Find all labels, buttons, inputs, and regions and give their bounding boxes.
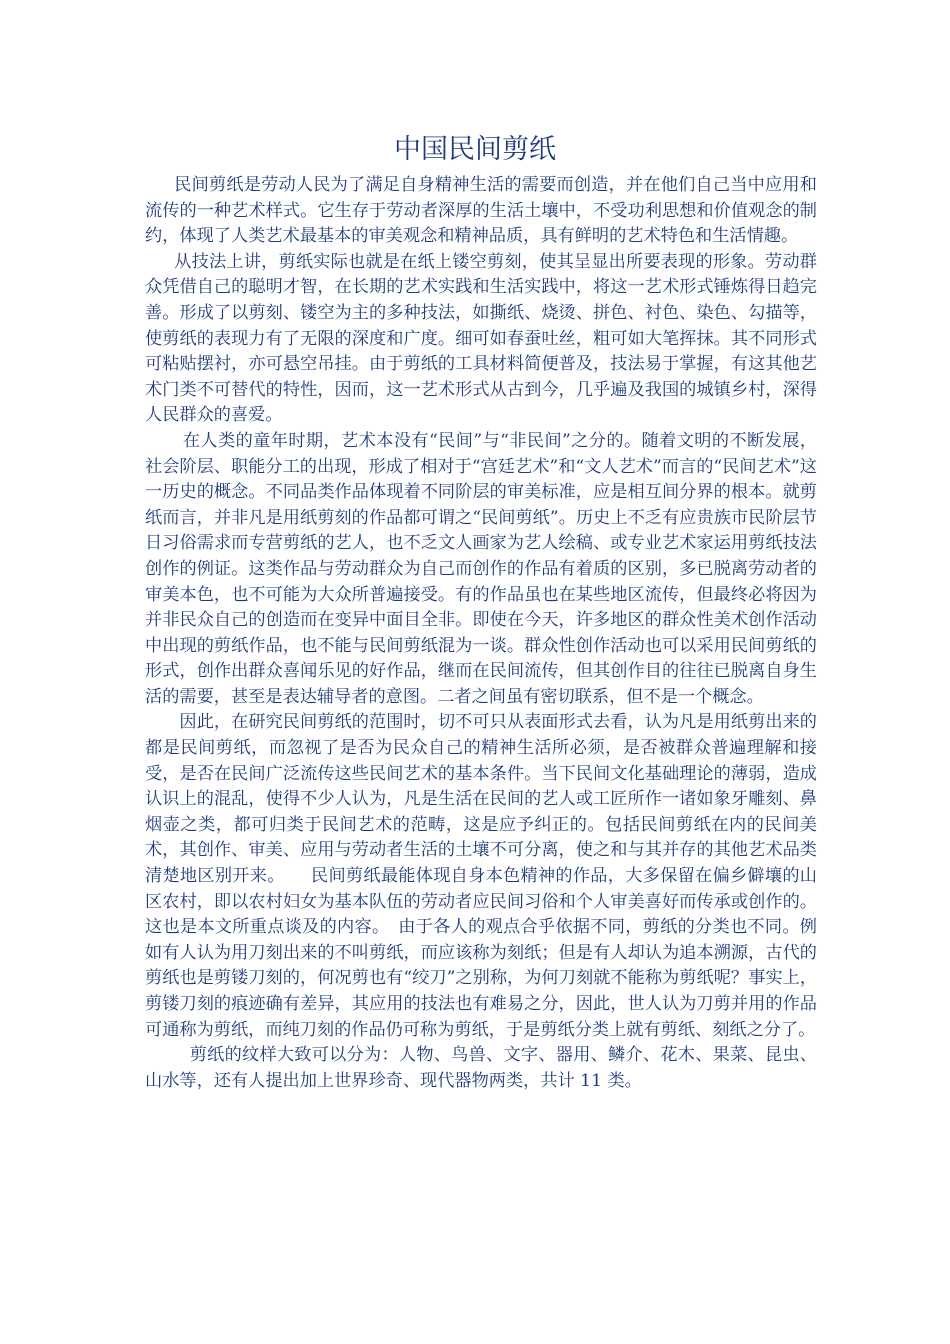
paragraph-3: 在人类的童年时期，艺术本没有“民间”与“非民间”之分的。随着文明的不断发展，社会阶层、职能分工的出现，形成了相对于“宫廷艺术”和“文人艺术”而言的“民间艺术”这一历史的概念。不同品类作品体现着不同阶层的审美标准，应是相互间分界的根本。就剪纸而言，并非凡是用纸剪刻的作品都可谓之“民间剪纸”。历史上不乏有应贵族市民阶层节日习俗需求而专营剪纸的艺人，也不乏文人画家为艺人绘稿、或专业艺术家运用剪纸技法创作的例证。这类作品与劳动群众为自己而创作的作品有着质的区别，多已脱离劳动者的审美本色，也不可能为大众所普遍接受。有的作品虽也在某些地区流传，但最终必将因为并非民众自己的创造而在变异中面目全非。即使在今天，许多地区的群众性美术创作活动中出现的剪纸作品，也不能与民间剪纸混为一谈。群众性创作活动也可以采用民间剪纸的形式，创作出群众喜闻乐见的好作品，继而在民间流传，但其创作目的往往已脱离自身生活的需要，甚至是表达辅导者的意图。二者之间虽有密切联系，但不是一个概念。: [145, 430, 817, 707]
document-title: 中国民间剪纸: [394, 134, 556, 165]
paragraph-4: 因此，在研究民间剪纸的范围时，切不可只从表面形式去看，认为凡是用纸剪出来的都是民间剪纸，而忽视了是否为民众自己的精神生活所必须，是否被群众普遍理解和接受，是否在民间广泛流传这些民间艺术的基本条件。当下民间文化基础理论的薄弱，造成认识上的混乱，使得不少人认为，凡是生活在民间的艺人或工匠所作一诸如象牙雕刻、鼻烟壶之类，都可归类于民间艺术的范畴，这是应予纠正的。包括民间剪纸在内的民间美术，其创作、审美、应用与劳动者生活的土壤不可分离，使之和与其并存的其他艺术品类清楚地区别开来。 民间剪纸最能体现自身本色精神的作品，大多保留在偏乡僻壤的山区农村，即以农村妇女为基本队伍的劳动者应民间习俗和个人审美喜好而传承或创作的。这也是本文所重点谈及的内容。 由于各人的观点合乎依据不同，剪纸的分类也不同。例如有人认为用刀刻出来的不叫剪纸，而应该称为刻纸；但是有人却认为追本溯源，古代的剪纸也是剪镂刀刻的，何况剪也有“绞刀”之别称，为何刀刻就不能称为剪纸呢？事实上，剪镂刀刻的痕迹确有差异，其应用的技法也有难易之分，因此，世人认为刀剪并用的作品可通称为剪纸，而纯刀刻的作品仍可称为剪纸，于是剪纸分类上就有剪纸、刻纸之分了。: [145, 712, 817, 1040]
paragraph-2: 从技法上讲，剪纸实际也就是在纸上镂空剪刻，使其呈显出所要表现的形象。劳动群众凭借自己的聪明才智，在长期的艺术实践和生活实践中，将这一艺术形式锤炼得日趋完善。形成了以剪刻、镂空为主的多种技法，如撕纸、烧烫、拼色、衬色、染色、勾描等，使剪纸的表现力有了无限的深度和广度。细可如春蚕吐丝，粗可如大笔挥抹。其不同形式可粘贴摆衬，亦可悬空吊挂。由于剪纸的工具材料简便普及，技法易于掌握，有这其他艺术门类不可替代的特性，因而，这一艺术形式从古到今，几乎遍及我国的城镇乡村，深得人民群众的喜爱。: [145, 251, 817, 426]
document-body: [145, 173, 817, 1094]
paragraph-5: 剪纸的纹样大致可以分为：人物、鸟兽、文字、器用、鳞介、花木、果菜、昆虫、山水等，还有人提出加上世界珍奇、现代器物两类，共计 11 类。: [145, 1045, 817, 1091]
paragraph-1: 民间剪纸是劳动人民为了满足自身精神生活的需要而创造，并在他们自己当中应用和流传的一种艺术样式。它生存于劳动者深厚的生活土壤中，不受功利思想和价值观念的制约，体现了人类艺术最基本的审美观念和精神品质，具有鲜明的艺术特色和生活情趣。: [145, 175, 817, 247]
